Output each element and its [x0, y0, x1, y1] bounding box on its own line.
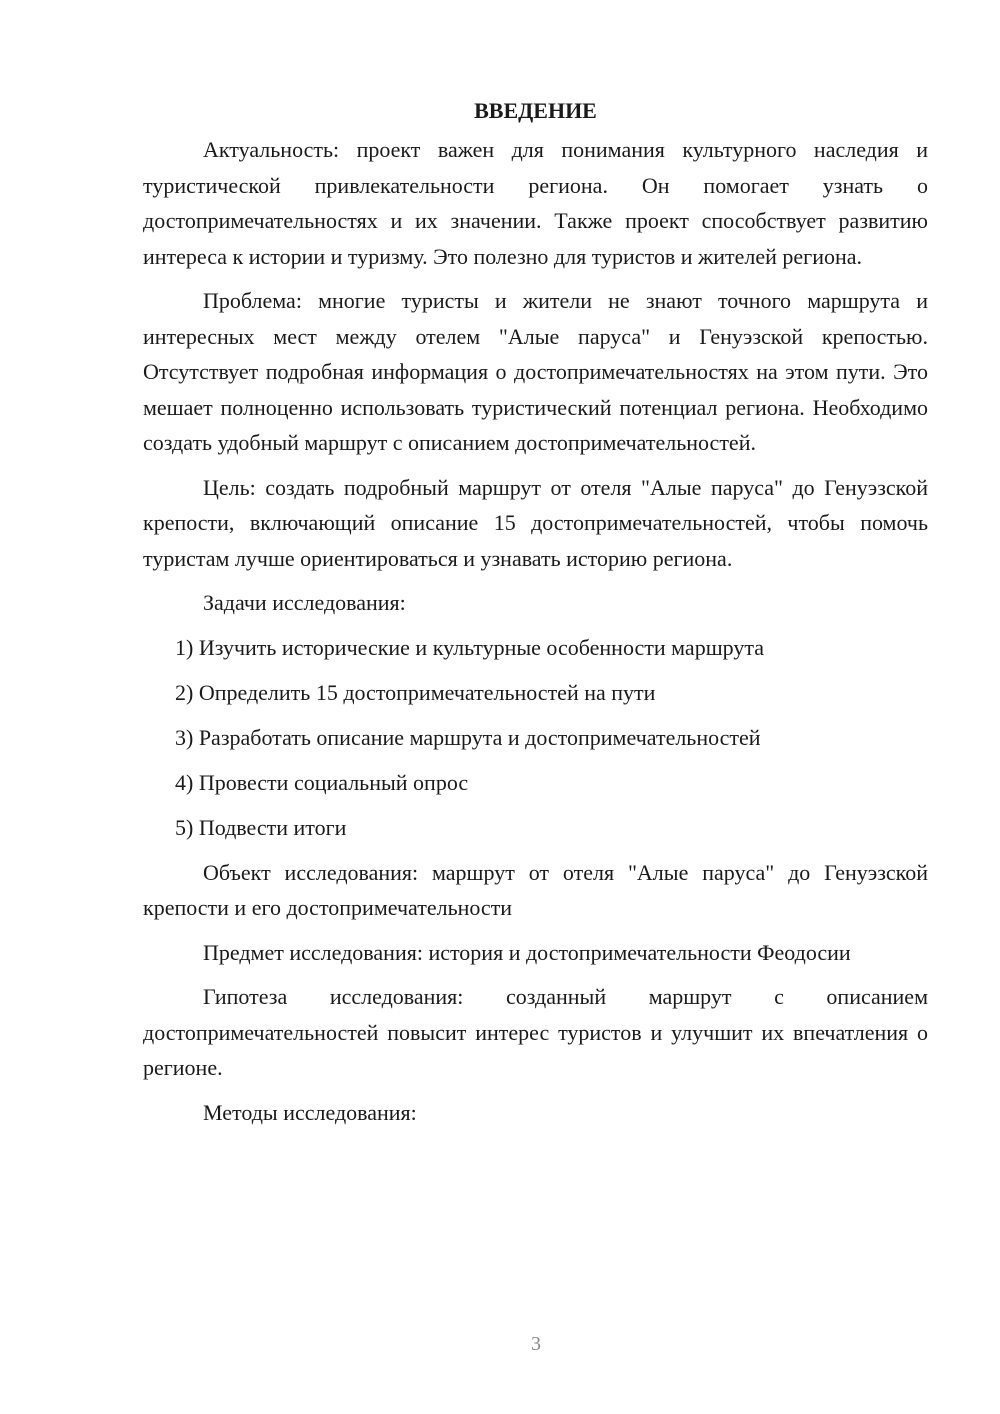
tasks-list — [143, 630, 928, 846]
hypothesis-paragraph: Гипотеза исследования: созданный маршрут с описанием достопримечательностей повысит интерес туристов и улучшит их впечатления о регионе. — [143, 984, 928, 1080]
task-item-3: 3) Разработать описание маршрута и достопримечательностей — [175, 724, 761, 750]
object-paragraph: Объект исследования: маршрут от отеля "Алые паруса" до Генуэзской крепости и его достопримечательности — [143, 859, 928, 920]
problem-paragraph: Проблема: многие туристы и жители не знают точного маршрута и интересных мест между отелем "Алые паруса" и Генуэзской крепостью. Отсутствует подробная информация о достопримечательностях на этом пути. Это мешает полноценно использовать туристический потенциал региона. Необходимо создать удобный маршрут с описанием достопримечательностей. — [143, 288, 928, 455]
task-item-5: 5) Подвести итоги — [175, 814, 347, 840]
tasks-heading: Задачи исследования: — [203, 590, 406, 615]
goal-paragraph: Цель: создать подробный маршрут от отеля "Алые паруса" до Генуэзской крепости, включающий описание 15 достопримечательностей, чтобы помочь туристам лучше ориентироваться и узнавать историю региона. — [143, 474, 928, 571]
task-item-2: 2) Определить 15 достопримечательностей на пути — [175, 679, 656, 705]
document-body — [143, 96, 928, 1139]
section-title: ВВЕДЕНИЕ — [474, 98, 597, 123]
page-number: 3 — [531, 1333, 541, 1355]
task-item-1: 1) Изучить исторические и культурные особенности маршрута — [175, 634, 764, 660]
relevance-paragraph: Актуальность: проект важен для понимания культурного наследия и туристической привлекательности региона. Он помогает узнать о достопримечательностях и их значении. Также проект способствует развитию интереса к истории и туризму. Это полезно для туристов и жителей региона. — [143, 137, 928, 269]
methods-heading: Методы исследования: — [203, 1099, 417, 1125]
subject-paragraph: Предмет исследования: история и достопримечательности Феодосии — [203, 939, 851, 965]
task-item-4: 4) Провести социальный опрос — [175, 769, 469, 795]
